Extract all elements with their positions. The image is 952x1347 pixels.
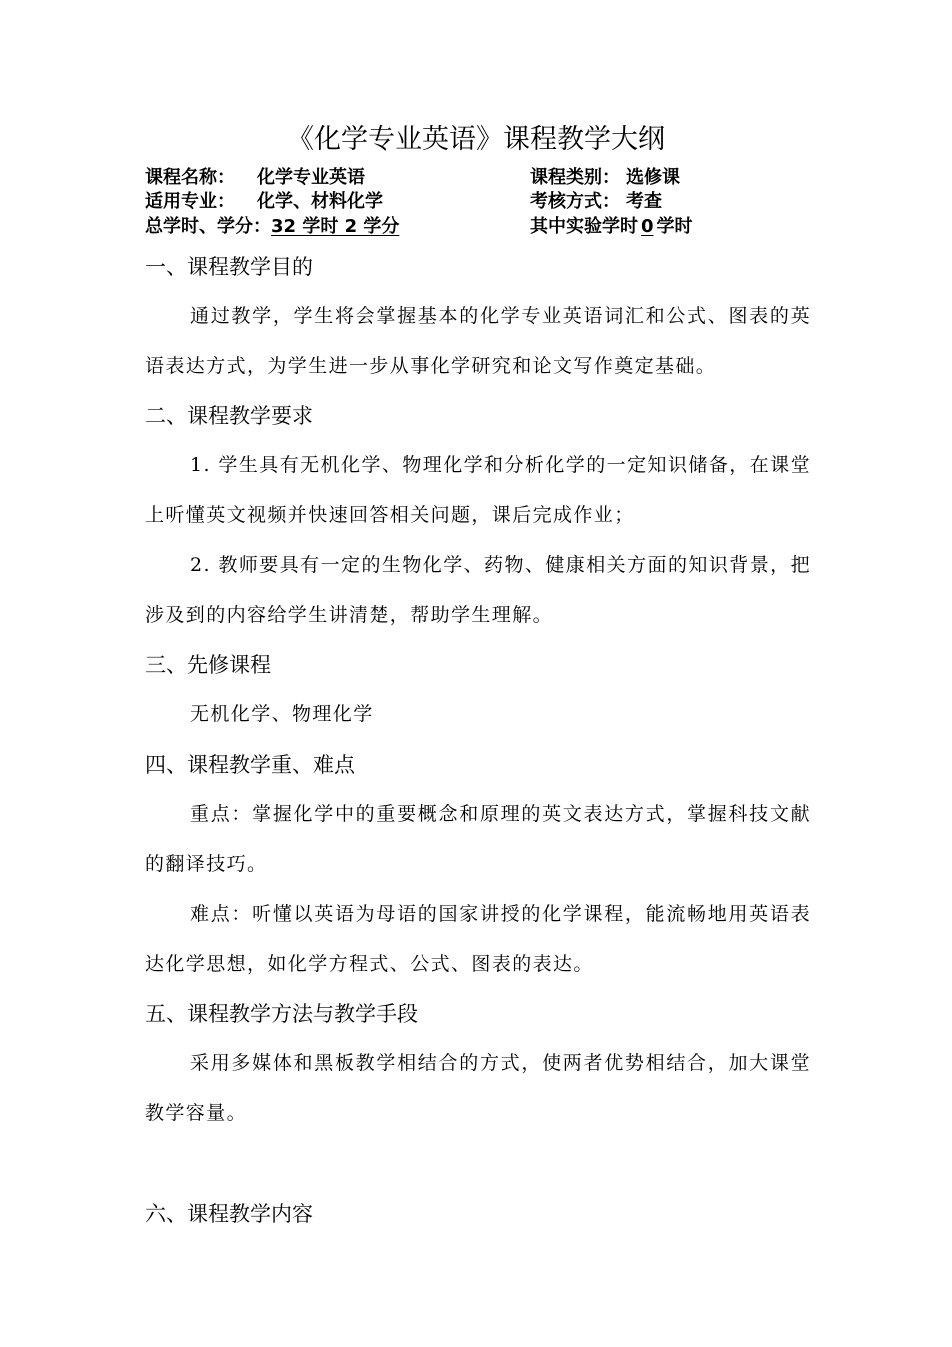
course-type-value: 选修课 [626, 167, 680, 188]
assessment-row [530, 190, 662, 214]
section-3-heading: 三、先修课程 [145, 653, 271, 677]
assessment-value: 考查 [626, 191, 662, 212]
hours-value: 32 学时 2 学分 [271, 216, 400, 237]
course-name-value: 化学专业英语 [257, 167, 365, 188]
document-title: 《化学专业英语》课程教学大纲 [287, 124, 665, 155]
hours-label: 总学时、学分： [145, 216, 271, 237]
lab-hours-value: 0 [641, 216, 654, 237]
hours-row [145, 215, 399, 239]
section-4-key-points: 重点：掌握化学中的重要概念和原理的英文表达方式，掌握科技文献的翻译技巧。 [145, 803, 811, 875]
section-2-item-1: 1. 学生具有无机化学、物理化学和分析化学的一定知识储备，在课堂上听懂英文视频并快速回答相关问题，课后完成作业； [145, 454, 811, 526]
course-name-label: 课程名称： [145, 167, 235, 188]
lab-hours-prefix: 其中实验学时 [530, 216, 638, 237]
lab-hours-row [530, 215, 693, 239]
course-type-label: 课程类别： [530, 167, 620, 188]
course-name-row [145, 166, 365, 190]
section-5-paragraph: 采用多媒体和黑板教学相结合的方式，使两者优势相结合，加大课堂教学容量。 [145, 1052, 811, 1124]
assessment-label: 考核方式： [530, 191, 620, 212]
lab-hours-suffix: 学时 [656, 216, 693, 237]
major-row [145, 190, 383, 214]
section-2-heading: 二、课程教学要求 [145, 404, 313, 428]
section-4-difficult-points: 难点：听懂以英语为母语的国家讲授的化学课程，能流畅地用英语表达化学思想，如化学方程式、公式、图表的表达。 [145, 903, 811, 975]
course-type-row [530, 166, 680, 190]
section-5-heading: 五、课程教学方法与教学手段 [145, 1002, 418, 1026]
major-label: 适用专业： [145, 191, 235, 212]
section-2-item-2: 2. 教师要具有一定的生物化学、药物、健康相关方面的知识背景，把涉及到的内容给学生讲清楚，帮助学生理解。 [145, 554, 811, 626]
section-3-paragraph: 无机化学、物理化学 [190, 703, 374, 725]
section-1-heading: 一、课程教学目的 [145, 255, 313, 279]
major-value: 化学、材料化学 [257, 191, 383, 212]
section-6-heading: 六、课程教学内容 [145, 1202, 313, 1226]
section-1-paragraph: 通过教学，学生将会掌握基本的化学专业英语词汇和公式、图表的英语表达方式，为学生进一步从事化学研究和论文写作奠定基础。 [145, 305, 811, 377]
section-4-heading: 四、课程教学重、难点 [145, 753, 355, 777]
